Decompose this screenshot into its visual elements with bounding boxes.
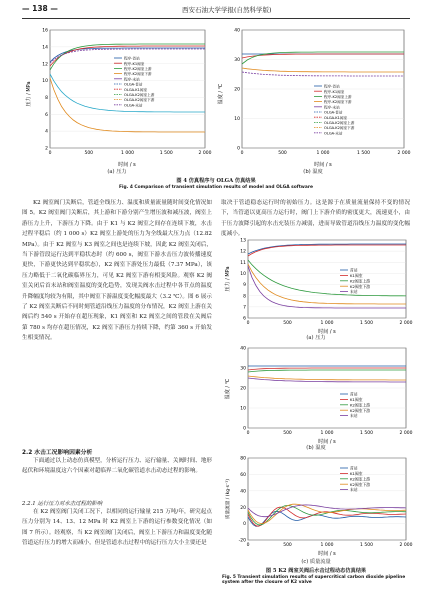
fig5b-xtick: 500 [283, 431, 292, 436]
fig5a-xtick: 0 [246, 321, 250, 326]
fig5a-legend-label: 末站 [350, 289, 358, 295]
fig4a-legend-label: 程序-K2阀室上游 [124, 67, 152, 71]
fig5a-xtick: 2 000 [399, 321, 413, 326]
fig4a-xtick: 2 000 [198, 151, 212, 156]
fig5b-chart [222, 344, 413, 445]
fig5c-xtick: 2 000 [399, 543, 413, 548]
section-2-2-heading: 2.2 水击工况影响因素分析 [22, 450, 93, 456]
fig4a-legend-label: OLGA-K2阀室下游 [124, 98, 155, 103]
fig5b-ytick: 20 [240, 386, 246, 392]
fig4a-xtick: 500 [84, 151, 94, 156]
fig5a-ytick: 8 [243, 294, 246, 300]
fig4a-legend-label: OLGA-首站 [124, 82, 143, 87]
fig5b-legend-label: K2阀室下游 [350, 407, 371, 413]
fig5a-chart [222, 234, 413, 335]
fig4a-ytick: 8 [45, 96, 48, 102]
fig5a-sublabel: (a) 压力 [306, 335, 326, 341]
fig4a-legend-label: OLGA-末站 [124, 103, 143, 108]
fig4a-legend-label: 程序-末站 [124, 77, 140, 82]
paragraph-2: 下面通过以上动态仿真模型，分析运行压力、运行输量、关阀时间、地形起伏和环境温度这六个因素对超临界二氧化碳管道水击动态过程的影响。 [22, 458, 213, 475]
fig5c-xtick: 500 [283, 543, 292, 548]
fig5a-xlabel: 时间 / s [318, 329, 336, 335]
right-column [221, 198, 410, 238]
fig5c-frame [248, 458, 406, 540]
fig5c-ytick: 40 [240, 489, 246, 495]
fig5a-legend-label: K2阀室下游 [350, 283, 371, 289]
fig5a-ytick: 11 [240, 260, 246, 266]
fig4a-ytick: 10 [42, 79, 48, 85]
fig4b-xlabel: 时间 / s [314, 162, 332, 168]
fig5b-ytick: 30 [240, 366, 246, 372]
fig5c-legend-label: K1阀室 [350, 471, 363, 476]
fig5a-xtick: 1 500 [360, 321, 373, 326]
fig4a-legend-label: 程序-首站 [124, 56, 140, 61]
fig5b-xtick: 1 000 [320, 431, 334, 436]
page-header [22, 4, 410, 19]
fig5-caption: 图 5 K2 阀室关阀后水击过程动态仿真结果 [265, 568, 367, 574]
paragraph-3: 在 K2 阀室阀门关闭工况下，以相同的运行输量 215 万吨/年，研究起点压力分别为 14、13、12 MPa 时 K2 阀室上下游的运行参数变化情况（如图 7 所示）。经观察，当 K2 阀室阀门关闭后，阀室上下游压力和温度变化随管道运行压力的增大而减小，但是管道水击过程中的运行压力大小主要还是 [22, 509, 212, 547]
fig4b-sublabel: (b) 温度 [303, 169, 323, 175]
fig5b-ytick: 10 [240, 406, 246, 412]
fig4a-ytick: 2 [45, 146, 48, 152]
fig4a-xtick: 1 500 [159, 151, 173, 156]
fig4b-ytick: 40 [234, 28, 240, 34]
fig5c-xtick: 1 000 [320, 543, 334, 548]
fig4b-ylabel: 温度 / ℃ [218, 83, 224, 105]
left-column [22, 198, 212, 591]
fig4b-legend-label: OLGA-首站 [324, 110, 343, 115]
fig5c-legend-label: K2阀室下游 [350, 481, 371, 487]
fig4a-xlabel: 时间 / s [118, 162, 136, 168]
fig4b-ytick: 20 [234, 87, 240, 93]
fig4a-ytick: 4 [45, 129, 48, 135]
fig4b-legend-label: OLGA-末站 [324, 131, 343, 136]
fig5c-legend-label: 末站 [350, 487, 358, 493]
fig5b-legend-label: 首站 [350, 391, 358, 397]
page-number: — 138 — [22, 4, 58, 13]
fig4b-ytick: 30 [234, 58, 240, 64]
fig4a-legend-label: OLGA-K1阀室 [124, 87, 148, 92]
fig4b-legend-label: 程序-K2阀室下游 [324, 100, 352, 105]
fig4a-xtick: 1 000 [121, 151, 134, 156]
fig5c-ylabel: 质量流量 / (kg·s⁻¹) [226, 478, 231, 520]
fig4b-xtick: 0 [240, 151, 244, 156]
right-paragraph-1: 取决于管道稳态运行时的初始压力。这是源于在质量流量保持不变的情况下，当管道以更高压力运行时，阀门上下游介质的密度更大，流速更小，由于压力波降引起的水击充装压力减弱，进而导致管道沿线压力温度的变化幅度减小。 [221, 200, 410, 238]
fig5a-ytick: 10 [240, 272, 246, 278]
fig5b-legend-label: 末站 [350, 413, 358, 419]
fig5-caption-en: Fig. 5 Transient simulation results of supercritical carbon dioxide pipeline system after the closure of K2 valve [222, 575, 406, 585]
fig5c-ytick: 60 [240, 473, 246, 478]
fig5a-legend-label: K2阀室上游 [350, 278, 371, 284]
fig5b-xtick: 0 [246, 431, 250, 436]
fig5a-xtick: 1 000 [320, 321, 334, 326]
fig4b-legend-label: OLGA-K2阀室下游 [324, 126, 355, 131]
fig5c-xtick: 1 500 [360, 543, 373, 548]
fig5a-ytick: 7 [243, 305, 246, 311]
fig5b-sublabel: (b) 温度 [306, 445, 326, 451]
fig5b-xtick: 2 000 [399, 431, 413, 436]
fig5c-chart [222, 454, 413, 558]
fig4b-chart [214, 24, 412, 172]
fig5c-ytick: -20 [238, 538, 246, 544]
fig4b-legend-label: 程序-K1阀室 [324, 89, 345, 94]
fig5c-legend-label: 首站 [350, 465, 358, 471]
figure-4 [22, 24, 410, 194]
fig5a-ytick: 9 [243, 283, 246, 289]
fig5a-ytick: 13 [240, 238, 246, 244]
fig4a-ytick: 14 [42, 45, 48, 51]
fig4a-ytick: 6 [45, 112, 48, 118]
fig5a-legend-label: 首站 [350, 267, 358, 273]
fig4b-ytick: 10 [234, 117, 240, 123]
fig4b-ytick: 0 [237, 146, 240, 152]
fig5a-ylabel: 压力 / MPa [225, 266, 231, 292]
fig4b-xtick: 2 000 [397, 151, 411, 156]
section-2-2-1-heading: 2.2.1 运行压力对水击过程的影响 [22, 501, 103, 507]
fig4b-xtick: 500 [278, 151, 287, 156]
fig5c-ytick: 20 [240, 505, 246, 511]
fig4a-sublabel: (a) 压力 [107, 169, 127, 175]
paragraph-1: K2 阀室阀门关断后，管道全线压力、温度和质量流量随时间变化情况如图 5。K2 阀室阀门关断后，其上游和下游分别产生增压波和减压波，阀室上游压力上升，下游压力下降。由于 K1 与 K2 阀室之间存在连续下坡，水击过程平稳后（约 1 000 s）K2 阀室上游处的压力为全线最大压力点（12.82 MPa）。由于 K2 阀室与 K3 阀室之间也是连续下坡，因此 K2 阀室关闭后，当下游管段运行达到平稳状态时（约 600 s，阀室下游水击压力波传播速度更快，下游更快达到平稳状态），K2 阀室下游处压力最低（7.37 MPa），该压力略低于二氧化碳临界压力，可见 K2 阀室下游有相变风险。观察 K2 阀室关闭后首末站和阀室温度的变化趋势，发现关阀水击过程中各节点的温度升降幅度均较为有限，其中阀室下游温度变化幅度最大（3.2 ℃）。图 6 展示了 K2 阀室关断后不同时刻管道沿线压力温度的分布情况，K2 阀室上游在关阀后约 540 s 开始存在超压现象，K1 阀室和 K2 阀室之间的管段在关阀后第 780 s 均存在超压情况，K2 阀室下游压力持续下降，约第 360 s 开始发生相变情况。 [22, 200, 212, 342]
fig4b-legend-label: 程序-K2阀室上游 [324, 95, 352, 99]
fig4-caption-en: Fig. 4 Comparison of transient simulation results of model and OLGA software [119, 185, 313, 190]
fig4b-legend-label: OLGA-K1阀室 [324, 115, 348, 120]
fig4a-ytick: 12 [42, 62, 48, 68]
fig5c-xlabel: 时间 / s [318, 551, 336, 557]
figure-5 [222, 234, 413, 596]
fig5b-ytick: 40 [240, 346, 246, 352]
fig4b-legend-label: 程序-首站 [324, 84, 340, 89]
fig5a-ytick: 12 [240, 249, 246, 255]
fig5b-ylabel: 温度 / ℃ [225, 378, 231, 400]
fig5c-legend-label: K2阀室上游 [350, 476, 371, 482]
fig5c-xtick: 0 [246, 543, 250, 548]
fig5c-ytick: 80 [240, 456, 246, 462]
fig4b-xtick: 1 000 [316, 151, 330, 156]
fig4a-ylabel: 压力 / MPa [26, 81, 32, 107]
fig5a-ytick: 6 [243, 316, 246, 322]
fig4a-chart [22, 24, 212, 172]
fig5b-xtick: 1 500 [360, 431, 373, 436]
fig4b-xtick: 1 500 [357, 151, 370, 156]
fig5c-ytick: 0 [243, 522, 246, 528]
fig5c-sublabel: (c) 质量流量 [301, 559, 331, 565]
journal-title: 西安石油大学学报(自然科学版) [182, 6, 272, 14]
fig5a-frame [248, 240, 406, 318]
fig5b-xlabel: 时间 / s [318, 439, 336, 445]
fig4a-ytick: 16 [42, 28, 48, 34]
fig5b-legend-label: K1阀室 [350, 397, 363, 402]
fig5a-legend-label: K1阀室 [350, 273, 363, 278]
fig5b-legend-label: K2阀室上游 [350, 402, 371, 408]
fig5b-ytick: 0 [243, 426, 246, 432]
fig4b-legend-label: 程序-末站 [324, 105, 340, 110]
fig4b-legend-label: OLGA-K2阀室上游 [324, 121, 355, 125]
fig4a-legend-label: OLGA-K2阀室上游 [124, 93, 155, 97]
fig4a-xtick: 0 [48, 151, 52, 156]
fig4a-legend-label: 程序-K2阀室下游 [124, 72, 152, 77]
fig4a-legend-label: 程序-K1阀室 [124, 61, 145, 66]
fig5a-xtick: 500 [283, 321, 292, 326]
fig4-caption: 图 4 仿真程序与 OLGA 仿真结果 [176, 178, 256, 184]
